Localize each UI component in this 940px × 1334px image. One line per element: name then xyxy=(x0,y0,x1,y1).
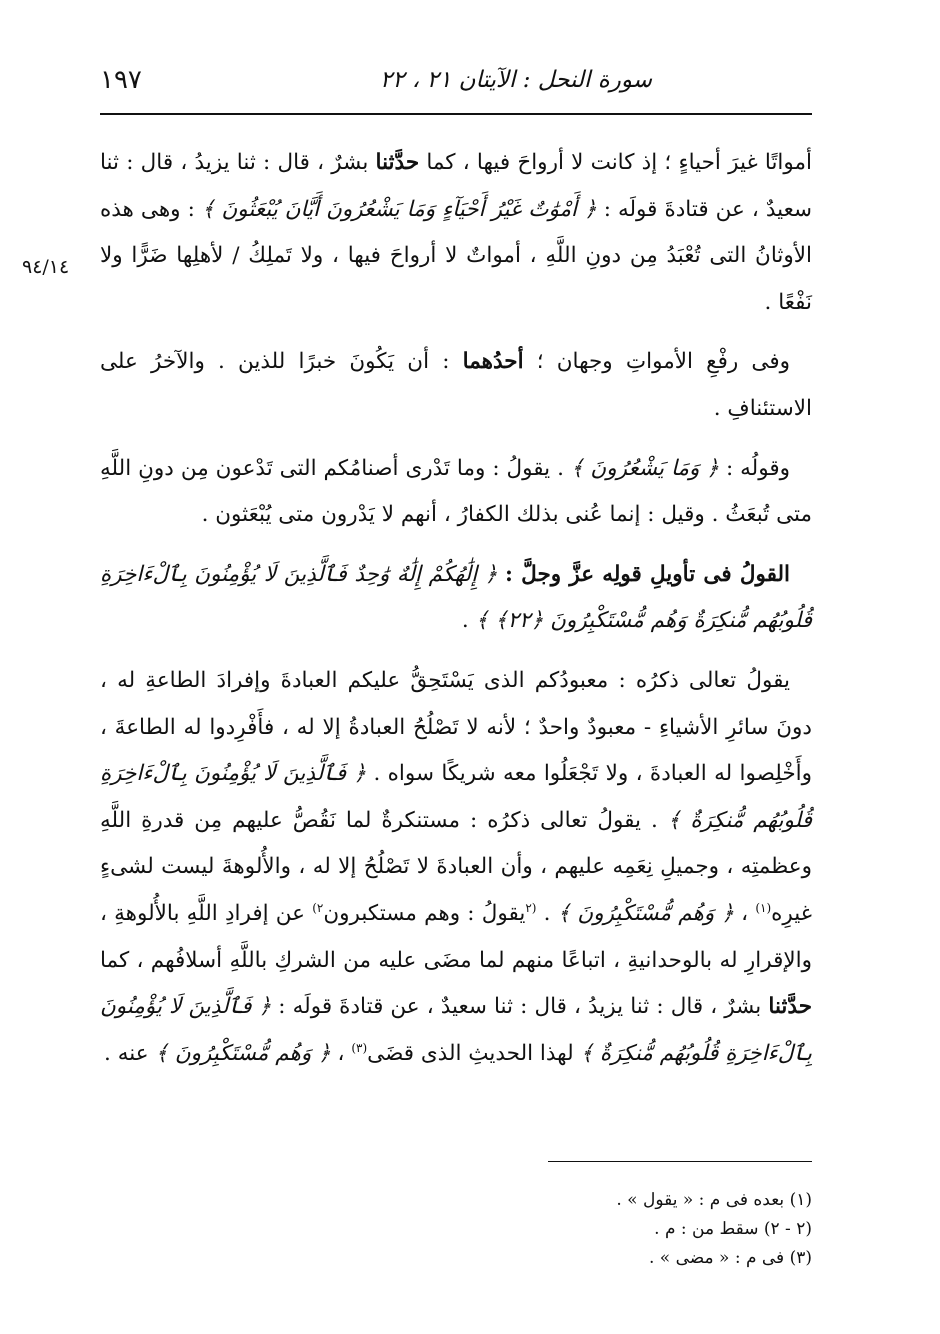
text-run: ، xyxy=(330,1040,352,1066)
text-run: يقولُ : وهم مستكبرون xyxy=(323,900,526,926)
quran-quote: ﴿ وَهُم مُّسْتَكْبِرُونَ ﴾ xyxy=(155,1040,331,1066)
footnote-marker: ٢) xyxy=(312,900,324,915)
margin-page-reference: ٩٤/١٤ xyxy=(22,256,70,278)
footnotes xyxy=(300,1186,812,1273)
text-run: بشرٌ ، قال : ثنا يزيدُ ، قال : ثنا سعيدٌ ، عن قتادةَ قولَه : xyxy=(271,994,769,1020)
text-run: بشرٌ ، قال : ثنا يزيدُ ، قال : ثنا سعيدٌ ، عن قتادةَ قولَه : xyxy=(100,150,812,222)
text-run: ، xyxy=(734,900,756,926)
footnote-2: (٢ - ٢) سقط من : م . xyxy=(654,1219,812,1239)
paragraph-p3 xyxy=(100,446,812,539)
bold-term: أحدُهما xyxy=(462,349,524,375)
text-run: . يقولُ تعالى ذكرُه : مستنكرةٌ لما نَقُصُّ عليهم مِن قدرةِ اللَّهِ وعظمتِه ، وجميلِ نِعَمِه عليهم ، وأن العبادةَ لا تَصْلُحُ إلا له ، والأُلوهةَ ليست لشىءٍ غيرِه xyxy=(100,807,812,926)
text-run: لهذا الحديثِ الذى قضَى xyxy=(367,1040,581,1066)
quran-quote: ﴿ فَٱلَّذِينَ لَا يُؤْمِنُونَ بِٱلْءَاخِرَةِ قُلُوبُهُم مُّنكِرَةٌ ﴾ xyxy=(100,761,813,833)
text-run: . xyxy=(461,608,476,634)
footnote-rule xyxy=(548,1161,812,1162)
bold-term: حدَّثنا xyxy=(768,994,812,1020)
quran-quote: ﴿ إِلَٰهُكُمْ إِلَٰهٌ وَٰحِدٌ فَٱلَّذِينَ لَا يُؤْمِنُونَ بِٱلْءَاخِرَةِ قُلُوبُهُم مُّنكِرَةٌ وَهُم مُّسْتَكْبِرُونَ ﴿٢٢﴾ ﴾ xyxy=(100,561,812,634)
quran-quote: ﴿ أَمْوَٰتٌ غَيْرُ أَحْيَآءٍ وَمَا يَشْعُرُونَ أَيَّانَ يُبْعَثُونَ ﴾ xyxy=(201,196,597,222)
footnote-1: (١) بعده فى م : « يقول » . xyxy=(616,1190,812,1210)
paragraph-p4 xyxy=(100,552,812,645)
text-run: . يقولُ : وما تَدْرى أصنامُكم التى تَدْعون مِن دونِ اللَّهِ متى تُبعَثُ . وقيل : إنما عُنى بذلك الكفارُ ، أنهم لا يَدْرون متى يُبْعَثون . xyxy=(100,455,812,528)
page-number: ١٩٧ xyxy=(100,65,142,95)
header-rule xyxy=(100,113,812,115)
quran-quote: ﴿ وَهُم مُّسْتَكْبِرُونَ ﴾ xyxy=(557,900,734,926)
page-header xyxy=(100,52,812,108)
running-title: سورة النحل : الآيتان ٢١ ، ٢٢ xyxy=(379,67,652,93)
paragraph-p5 xyxy=(100,658,812,1077)
text-run: عنه . xyxy=(104,1040,156,1066)
footnote-marker: (١) xyxy=(755,900,772,915)
bold-term: حدَّثنا xyxy=(375,150,420,175)
main-text xyxy=(100,140,812,1090)
quran-quote: ﴿ وَمَا يَشْعُرُونَ ﴾ xyxy=(570,455,719,481)
text-run xyxy=(497,562,505,587)
text-run: وقولُه : xyxy=(718,455,790,481)
paragraph-p1 xyxy=(100,140,812,326)
text-run: . xyxy=(536,900,558,926)
text-run: : أن يَكُونَ خبرًا للذين . والآخرُ على الاستئنافِ . xyxy=(100,349,812,421)
quran-quote: ﴿ فَٱلَّذِينَ لَا يُؤْمِنُونَ بِٱلْءَاخِرَةِ قُلُوبُهُم مُّنكِرَةٌ ﴾ xyxy=(100,994,812,1066)
text-run: وفى رفْعِ الأمواتِ وجهان ؛ xyxy=(523,349,791,375)
paragraph-p2 xyxy=(100,339,812,432)
footnote-marker: (٣) xyxy=(351,1040,368,1055)
footnote-marker: (٢ xyxy=(525,900,537,915)
text-run: : وهى هذه الأوثانُ التى تُعْبَدُ مِن دونِ اللَّهِ ، أمواتٌ لا أرواحَ فيها ، ولا تَملِكُ / لأهلِها ضَرًّا ولا نَفْعًا . xyxy=(100,196,812,315)
text-run: يقولُ تعالى ذكرُه : معبودُكم الذى يَسْتَحِقُّ عليكم العبادةَ وإفرادَ الطاعةِ له ، دونَ سائرِ الأشياءِ - معبودٌ واحدٌ ؛ لأنه لا تَصْلُحُ العبادةُ إلا له ، فأَفْرِدوا له الطاعةَ ، وأَخْلِصوا له العبادةَ ، ولا تَجْعَلُوا معه شريكًا سواه . xyxy=(100,667,813,787)
footnote-3: (٣) فى م : « مضى » . xyxy=(648,1248,812,1268)
text-run: أمواتًا غيرَ أحياءٍ ؛ إذ كانت لا أرواحَ فيها ، كما xyxy=(419,150,812,175)
bold-term: القولُ فى تأويلِ قولِه عزَّ وجلَّ : xyxy=(504,561,790,587)
text-run: عن إفرادِ اللَّهِ بالأُلوهةِ ، والإقرارِ له بالوحدانيةِ ، اتباعًا منهم لما مضَى عليه من الشركِ باللَّهِ أسلافُهم ، كما xyxy=(100,900,812,973)
